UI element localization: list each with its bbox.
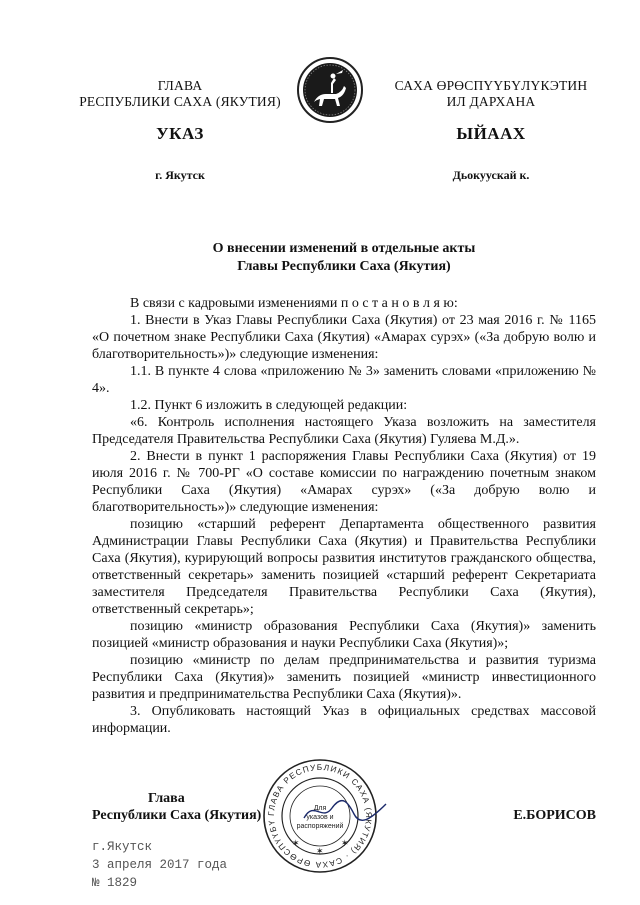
right-city: Дьокуускай к. xyxy=(452,168,530,182)
body-paragraph: позицию «министр по делам предпринимательства и развития туризма Республики Саха (Якутия)» заменить позицией «министр инвестиционного развития и предпринимательства Республики Саха (Якутия)». xyxy=(92,653,596,702)
stamp-inner-line1: Для xyxy=(313,805,327,812)
star-icon: ✶ xyxy=(292,838,300,848)
left-header-line1: ГЛАВА xyxy=(157,78,203,93)
left-header xyxy=(70,78,290,110)
signature-role-line2: Республики Саха (Якутия) xyxy=(92,808,262,823)
signature-role-line1: Глава xyxy=(148,791,185,806)
document-footer xyxy=(92,838,312,892)
body-paragraph: 1.1. В пункте 4 слова «приложению № 3» заменить словами «приложению № 4». xyxy=(92,364,596,396)
right-header-line1: САХА ӨРӨСПҮҮБҮЛҮКЭТИН xyxy=(394,78,588,93)
left-city: г. Якутск xyxy=(155,168,205,182)
body-paragraph: В связи с кадровыми изменениями п о с т а н о в л я ю: xyxy=(130,296,458,311)
body-paragraph: 2. Внести в пункт 1 распоряжения Главы Республики Саха (Якутия) от 19 июля 2016 г. № 700-РГ «О составе комиссии по награждению почетным знаком Республики Саха (Якутия) «Амарах сурэх» («За добрую волю и благотворительность»)» следующие изменения: xyxy=(92,449,596,515)
body-paragraph: позицию «министр образования Республики Саха (Якутия)» заменить позицией «министр образования и науки Республики Саха (Якутия)»; xyxy=(92,619,596,651)
right-header xyxy=(380,78,602,110)
body-paragraph: «6. Контроль исполнения настоящего Указа возложить на заместителя Председателя Правительства Республики Саха (Якутия) Гуляева М.Д.». xyxy=(92,415,596,447)
left-title: УКАЗ xyxy=(156,124,204,143)
star-icon: ✶ xyxy=(341,838,349,848)
emblem-icon xyxy=(296,56,364,124)
body-paragraph: 1. Внести в Указ Главы Республики Саха (Якутия) от 23 мая 2016 г. № 1165 «О почетном знаке Республики Саха (Якутия) «Амарах сурэх» («За добрую волю и благотворительность»)» следующие изменения: xyxy=(92,313,596,362)
star-icon: ✶ xyxy=(316,846,324,856)
subject-line2: Главы Республики Саха (Якутия) xyxy=(237,259,451,274)
body-paragraph: 1.2. Пункт 6 изложить в следующей редакции: xyxy=(130,398,408,413)
subject-line1: О внесении изменений в отдельные акты xyxy=(212,241,476,256)
stamp-inner-line3: распоряжений xyxy=(296,823,344,830)
body-paragraph: позицию «старший референт Департамента общественного развития Администрации Главы Республики Саха (Якутия) и Правительства Республики Саха (Якутия), курирующий вопросы развития институтов гражданского общества, ответственный секретарь» заменить позицией «старший референт Секретариата заместителя Председателя Правительства Республики Саха (Якутия), ответственный секретарь»; xyxy=(92,517,596,617)
right-title: ЫЙААХ xyxy=(456,124,526,143)
document-body xyxy=(92,295,596,737)
body-paragraph: 3. Опубликовать настоящий Указ в официальных средствах массовой информации. xyxy=(92,704,596,736)
footer-city: г.Якутск xyxy=(92,840,153,854)
right-header-line2: ИЛ ДАРХАНА xyxy=(446,94,536,109)
left-header-line2: РЕСПУБЛИКИ САХА (ЯКУТИЯ) xyxy=(79,94,281,109)
stamp-inner-line2: указов и xyxy=(306,814,334,821)
document-subject xyxy=(92,240,596,276)
stamp-outer-text: ГЛАВА РЕСПУБЛИКИ САХА (ЯКУТИЯ) · САХА ӨРӨСПҮҮБҮ xyxy=(266,762,374,870)
footer-number: № 1829 xyxy=(92,876,138,890)
handwritten-signature xyxy=(300,796,390,826)
footer-date: 3 апреля 2017 года xyxy=(92,858,228,872)
signature-name: Е.БОРИСОВ xyxy=(513,808,596,823)
